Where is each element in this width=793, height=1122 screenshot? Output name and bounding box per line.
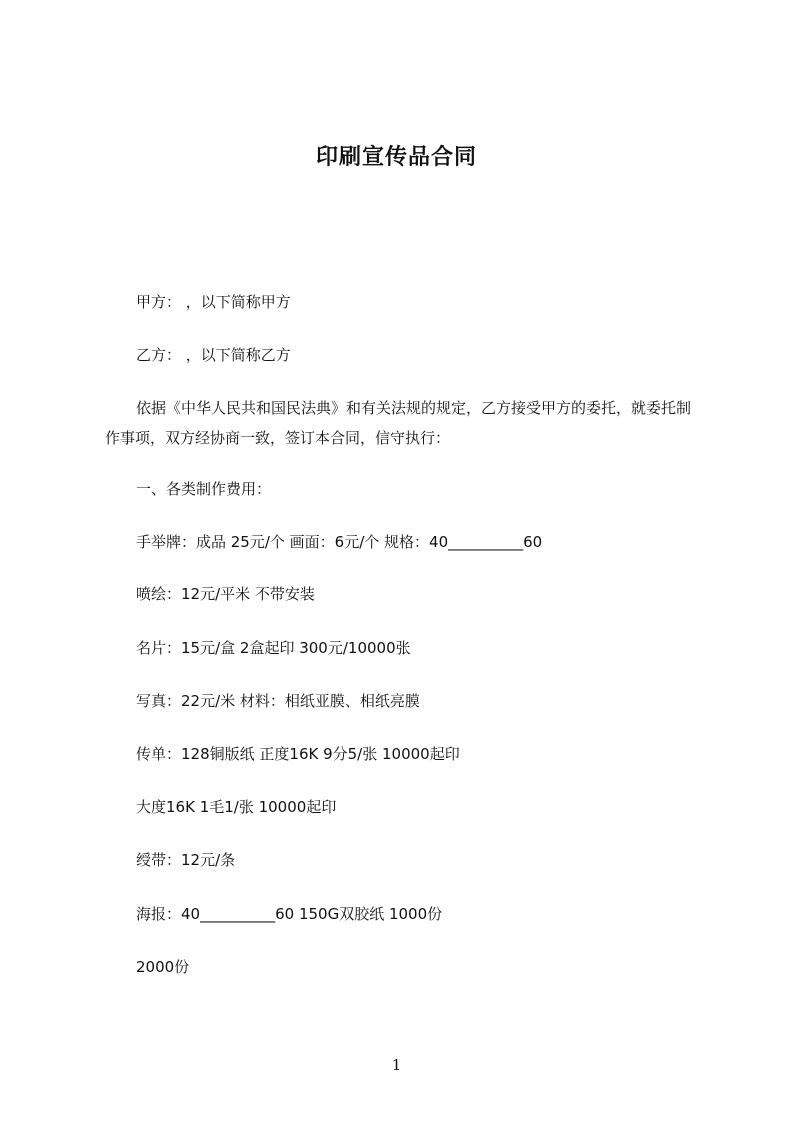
party-a-line: 甲方： ，以下简称甲方	[136, 293, 291, 311]
party-b-line: 乙方： ，以下简称乙方	[136, 346, 291, 364]
section-heading: 一、各类制作费用：	[136, 480, 272, 498]
page-title: 印刷宣传品合同	[315, 145, 477, 170]
fee-item-sash: 绶带：12元/条	[136, 851, 236, 869]
page-number: 1	[391, 1056, 402, 1074]
intro-paragraph: 依据《中华人民共和国民法典》和有关法规的规定，乙方接受甲方的委托，就委托制作事项，双方经协商一致，签订本合同，信守执行：	[105, 399, 692, 447]
fee-item-flyer: 传单：128铜版纸 正度16K 9分5/张 10000起印	[136, 745, 460, 763]
fee-item-poster: 海报：40__________60 150G双胶纸 1000份	[136, 905, 443, 923]
fee-item-poster-qty: 2000份	[136, 958, 190, 976]
fee-item-flyer-large: 大度16K 1毛1/张 10000起印	[136, 798, 337, 816]
fee-item-photo-print: 写真：22元/米 材料：相纸亚膜、相纸亮膜	[136, 692, 420, 710]
fee-item-handheld-sign: 手举牌：成品 25元/个 画面：6元/个 规格：40__________60	[136, 533, 543, 551]
fee-item-business-card: 名片：15元/盒 2盒起印 300元/10000张	[136, 639, 411, 657]
fee-item-inkjet: 喷绘：12元/平米 不带安装	[136, 585, 315, 603]
